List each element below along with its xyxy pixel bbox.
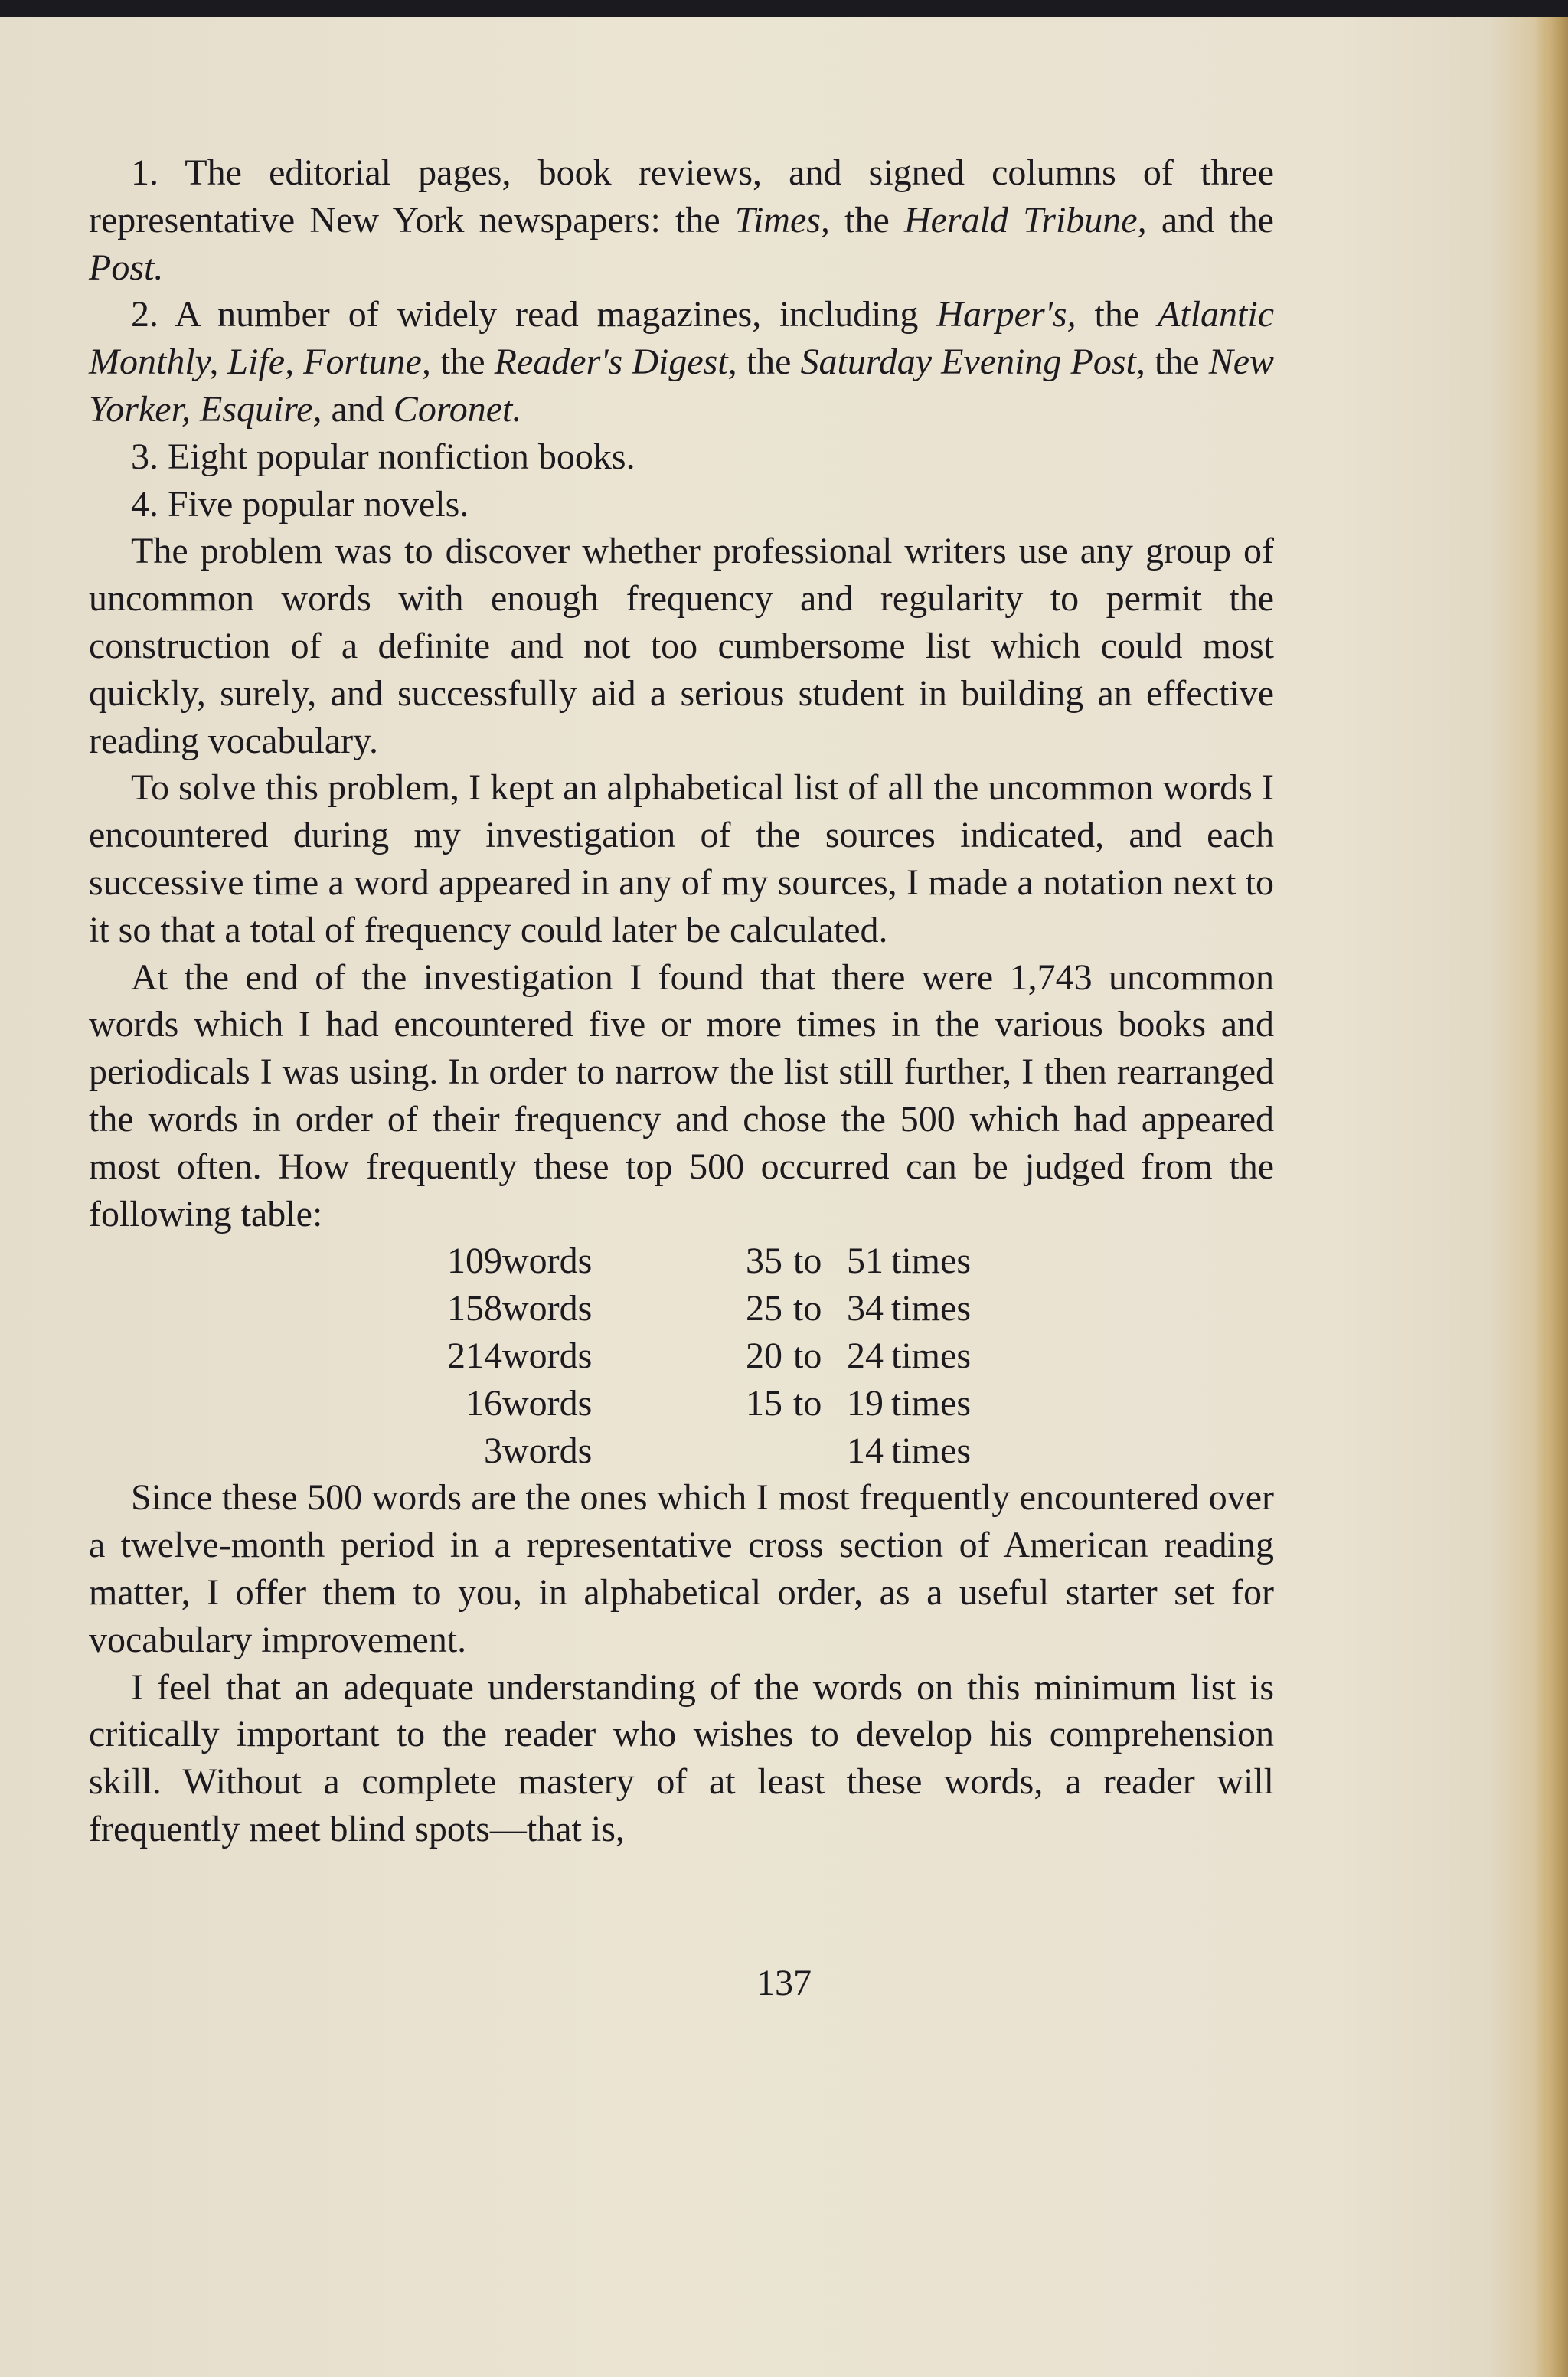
words-label: words [502,1288,593,1329]
italic-title: Saturday Evening Post, [800,342,1145,383]
frequency-row [89,1285,1274,1332]
italic-title: Reader's Digest, [494,342,737,383]
range-to: to [793,1288,822,1329]
range-low: 15 [746,1382,782,1424]
page-body [89,149,1274,1853]
page-edge-shadow [1534,17,1568,2377]
word-count: 214 [447,1335,502,1376]
paragraph-results: At the end of the investigation I found that there were 1,743 uncommon words which I had encountered five or more times in the various books and periodicals I was using. In order to narrow the list still further, I then rearranged the words in order of their frequency and chose the 500 which had appeared most often. How frequently these top 500 occurred can be judged from the following table: [89,956,1274,1234]
text-run: the [737,342,801,383]
paragraph-problem: The problem was to discover whether professional writers use any group of uncommon words with enough frequency and regularity to permit the construction of a definite and not too cumbersome list which could most quickly, surely, and successfully aid a serious student in building an effective reading vocabulary. [89,531,1274,761]
italic-title: Coronet. [393,388,522,430]
range-high: 24 [847,1335,884,1376]
range-high: 14 [847,1430,884,1471]
text-run: the [1145,342,1209,383]
frequency-row [89,1380,1274,1427]
italic-title: Harper's, [936,294,1076,335]
source-item-4 [89,481,1274,528]
word-count: 158 [447,1288,502,1329]
page-number: 137 [756,1963,812,2003]
text-run: 3. Eight popular nonfiction books. [131,436,635,477]
italic-title: Post. [89,247,164,288]
text-run: and [322,388,394,430]
word-count: 109 [447,1241,502,1282]
word-count: 16 [466,1382,502,1424]
italic-title: Herald Tribune, [904,199,1147,240]
frequency-row [89,1427,1274,1475]
text-run: the [430,342,495,383]
range-to: to [793,1241,822,1282]
text-run: the [829,199,905,240]
text-run: 4. Five popular novels. [131,483,469,525]
range-to: to [793,1382,822,1424]
text-run: 1. The editorial pages, book reviews, and signed columns of three representative New York newspapers: the [89,152,1274,240]
paragraph-mastery: I feel that an adequate understanding of the words on this minimum list is critically important to the reader who wishes to develop his comprehension skill. Without a complete mastery of at least these words, a reader will frequently meet blind spots—that is, [89,1666,1274,1849]
frequency-table [89,1238,1274,1474]
word-count: 3 [484,1430,502,1471]
range-low: 25 [746,1288,782,1329]
paragraph-starter-set: Since these 500 words are the ones which I most frequently encountered over a twelve-month period in a representative cross section of American reading matter, I offer them to you, in alphabetical order, as a useful starter set for vocabulary improvement. [89,1477,1274,1660]
words-label: words [502,1335,593,1376]
range-low: 20 [746,1335,782,1376]
words-label: words [502,1430,593,1471]
text-run: 2. A number of widely read magazines, including [131,294,937,335]
text-run: the [1076,294,1158,335]
scan-top-border [0,0,1568,17]
range-high: 51 [847,1241,884,1282]
times-label: times [891,1335,971,1376]
italic-title: New Yorker, Esquire, [89,342,1275,430]
times-label: times [891,1382,971,1424]
times-label: times [891,1430,971,1471]
words-label: words [502,1241,593,1282]
source-list [89,149,1274,528]
times-label: times [891,1241,971,1282]
frequency-row [89,1238,1274,1285]
times-label: times [891,1288,971,1329]
frequency-row [89,1332,1274,1380]
range-to: to [793,1335,822,1376]
range-low: 35 [746,1241,782,1282]
italic-title: Times, [734,199,830,240]
source-item-2 [89,291,1274,433]
text-run: and the [1146,199,1274,240]
words-label: words [502,1382,593,1424]
source-item-3 [89,433,1274,481]
paragraph-method: To solve this problem, I kept an alphabetical list of all the uncommon words I encountered during my investigation of the sources indicated, and each successive time a word appeared in any of my sources, I made a notation next to it so that a total of frequency could later be calculated. [89,767,1274,950]
range-high: 34 [847,1288,884,1329]
range-high: 19 [847,1382,884,1424]
italic-title: Atlantic Monthly, Life, Fortune, [89,294,1275,383]
source-item-1 [89,149,1274,291]
